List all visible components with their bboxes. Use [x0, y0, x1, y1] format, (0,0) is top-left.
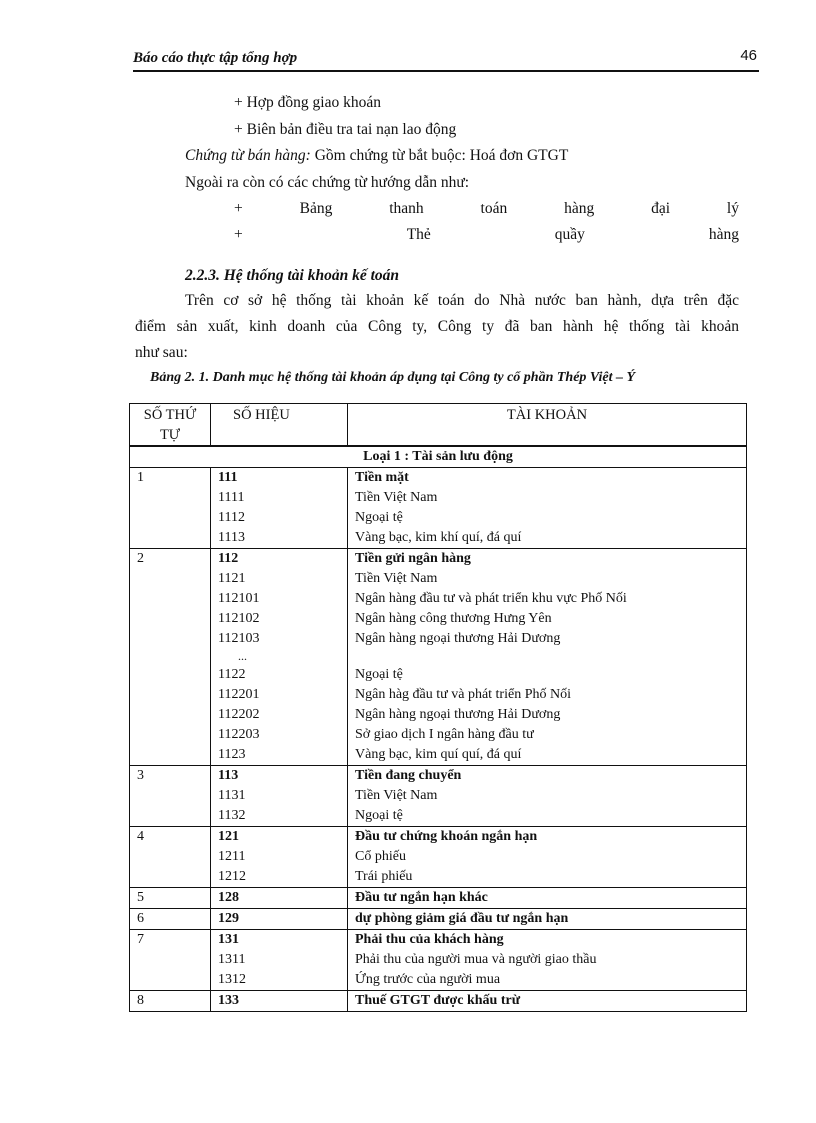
account-name: Phải thu của người mua và người giao thầu [355, 952, 597, 967]
code: 111 [218, 470, 238, 485]
accounts-table [129, 403, 747, 1012]
account-name: Ngân hàng đầu tư và phát triển khu vực Phố Nối [355, 591, 627, 606]
code: 1123 [218, 747, 246, 762]
row-names [348, 766, 747, 827]
table-row [130, 909, 747, 930]
account-name: dự phòng giảm giá đầu tư ngắn hạn [348, 909, 747, 930]
account-name: Trái phiếu [355, 869, 413, 884]
header-account: TÀI KHOẢN [348, 404, 747, 447]
account-name: Vàng bạc, kim quí quí, đá quí [355, 747, 522, 762]
spread-word: Bảng [299, 200, 333, 217]
code: 112 [218, 551, 239, 566]
row-stt: 2 [130, 549, 211, 766]
account-name: Tiền Việt Nam [355, 788, 438, 803]
code: 1211 [218, 849, 246, 864]
row-names [348, 827, 747, 888]
table-row [130, 549, 747, 766]
code: 131 [218, 932, 239, 947]
row-stt: 8 [130, 991, 211, 1012]
row-names [348, 468, 747, 549]
code: 1121 [218, 571, 246, 586]
spread-word: lý [726, 200, 739, 217]
spread-word: hàng [564, 200, 595, 217]
code: 1132 [218, 808, 246, 823]
account-name: Vàng bạc, kim khí quí, đá quí [355, 530, 522, 545]
code: 112102 [218, 611, 260, 626]
spread-word: toán [480, 200, 508, 217]
table-row [130, 766, 747, 827]
account-name: Tiền Việt Nam [355, 571, 438, 586]
code: 129 [211, 909, 348, 930]
code: 1311 [218, 952, 246, 967]
category-label: Loại 1 : Tài sản lưu động [130, 446, 747, 468]
row-codes [211, 766, 348, 827]
section-heading: 2.2.3. Hệ thống tài khoản kế toán [185, 267, 400, 284]
table-row [130, 930, 747, 991]
table-row [130, 888, 747, 909]
code: 1112 [218, 510, 245, 525]
account-name: Ngoại tệ [355, 667, 403, 682]
table-row [130, 827, 747, 888]
page-number: 46 [740, 47, 757, 64]
row-stt: 5 [130, 888, 211, 909]
row-stt: 1 [130, 468, 211, 549]
account-name: Ngân hàng ngoại thương Hải Dương [355, 631, 561, 646]
spacer [355, 649, 739, 665]
row-codes [211, 468, 348, 549]
account-name: Ngân hàng ngoại thương Hải Dương [355, 707, 561, 722]
spread-word: Thẻ [406, 226, 431, 243]
account-name: Thuế GTGT được khấu trừ [348, 991, 747, 1012]
row-codes [211, 930, 348, 991]
account-name: Ngân hàng công thương Hưng Yên [355, 611, 552, 626]
code: 1122 [218, 667, 246, 682]
spread-word: hàng [708, 226, 739, 243]
account-name: Ngân hàg đầu tư và phát triển Phố Nối [355, 687, 571, 702]
intro-line-2: + Biên bản điều tra tai nạn lao động [234, 121, 457, 138]
account-name: Phải thu của khách hàng [355, 932, 504, 947]
row-stt: 3 [130, 766, 211, 827]
sales-docs-label: Chứng từ bán hàng: [185, 147, 311, 164]
ellipsis: ... [238, 649, 247, 663]
intro-line-3 [185, 147, 568, 165]
row-stt: 7 [130, 930, 211, 991]
code: 1131 [218, 788, 246, 803]
code: 112101 [218, 591, 260, 606]
header-code: SỐ HIỆU [211, 404, 348, 447]
spread-line-1 [234, 200, 739, 218]
intro-line-4: Ngoài ra còn có các chứng từ hướng dẫn như: [185, 174, 470, 191]
row-names [348, 549, 747, 766]
spread-word: thanh [389, 200, 424, 217]
account-name: Tiền mặt [355, 470, 409, 485]
account-name: Đầu tư chứng khoán ngắn hạn [355, 829, 538, 844]
sales-docs-text: Gồm chứng từ bắt buộc: Hoá đơn GTGT [310, 147, 569, 164]
code: 128 [211, 888, 348, 909]
table-header-row [130, 404, 747, 447]
account-name: Đầu tư ngắn hạn khác [348, 888, 747, 909]
page-header [133, 46, 759, 70]
intro-line-1: + Hợp đồng giao khoán [234, 94, 381, 111]
code: 112203 [218, 727, 260, 742]
spread-word: quầy [554, 226, 585, 243]
table-caption: Bảng 2. 1. Danh mục hệ thống tài khoản áp dụng tại Công ty cổ phần Thép Việt – Ý [150, 370, 636, 385]
header-rule [133, 70, 759, 72]
spread-line-2 [234, 226, 739, 244]
row-stt: 6 [130, 909, 211, 930]
spread-word: + [234, 200, 243, 217]
code: 113 [218, 768, 239, 783]
code: 1113 [218, 530, 245, 545]
code: 112103 [218, 631, 260, 646]
header-stt: SỐ THỨ TỰ [130, 404, 211, 447]
row-codes [211, 549, 348, 766]
account-name: Ứng trước của người mua [355, 972, 501, 987]
account-name: Tiền Việt Nam [355, 490, 438, 505]
header-title: Báo cáo thực tập tổng hợp [133, 50, 298, 66]
code: 1312 [218, 972, 246, 987]
account-name: Ngoại tệ [355, 510, 403, 525]
category-row [130, 446, 747, 468]
section-paragraph-line-2: điểm sản xuất, kinh doanh của Công ty, Công ty đã ban hành hệ thống tài khoản [135, 318, 739, 335]
code: 1212 [218, 869, 246, 884]
account-name: Ngoại tệ [355, 808, 403, 823]
section-paragraph-line-1: Trên cơ sở hệ thống tài khoản kế toán do Nhà nước ban hành, dựa trên đặc [185, 292, 739, 309]
account-name: Tiền đang chuyển [355, 768, 462, 783]
account-name: Sở giao dịch I ngân hàng đầu tư [355, 727, 534, 742]
table-row [130, 991, 747, 1012]
code: 112201 [218, 687, 260, 702]
account-name: Tiền gửi ngân hàng [355, 551, 471, 566]
spread-word: đại [651, 200, 671, 217]
row-names [348, 930, 747, 991]
section-paragraph-line-3: như sau: [135, 344, 188, 361]
code: 112202 [218, 707, 260, 722]
spread-word: + [234, 226, 243, 243]
row-codes [211, 827, 348, 888]
code: 1111 [218, 490, 245, 505]
account-name: Cổ phiếu [355, 849, 406, 864]
table-row [130, 468, 747, 549]
code: 121 [218, 829, 239, 844]
code: 133 [211, 991, 348, 1012]
row-stt: 4 [130, 827, 211, 888]
